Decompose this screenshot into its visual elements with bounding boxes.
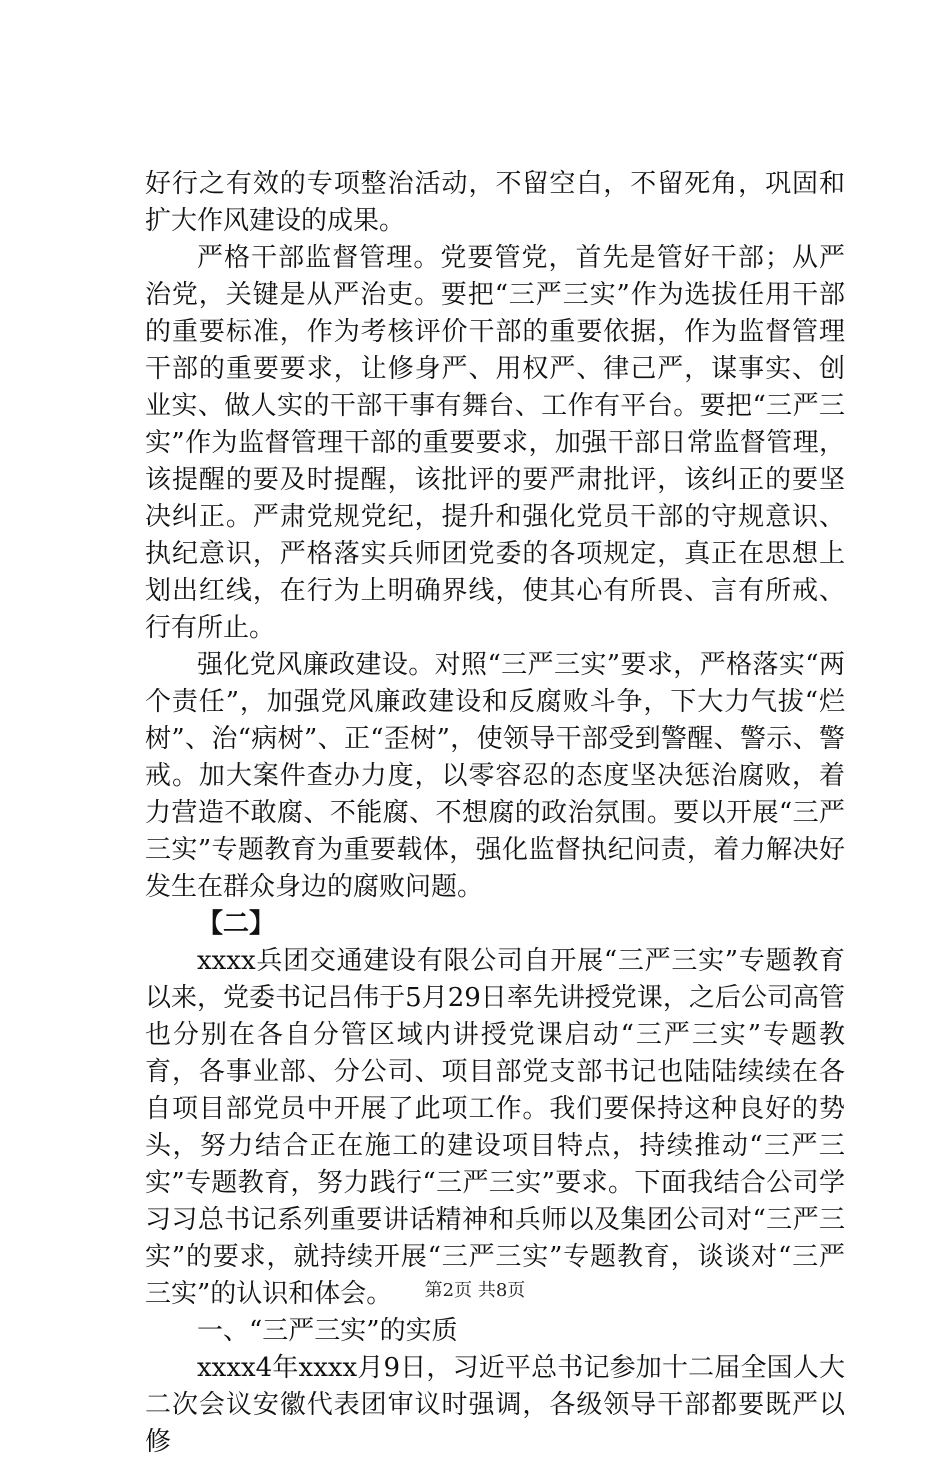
paragraph-clean-governance: 强化党风廉政建设。对照“三严三实”要求，严格落实“两个责任”，加强党风廉政建设和反腐败斗争，下大力气拔“烂树”、治“病树”、正“歪树”，使领导干部受到警醒、警示、警戒。加大案件查办力度，以零容忍的态度坚决惩治腐败，着力营造不敢腐、不能腐、不想腐的政治氛围。要以开展“三严三实”专题教育为重要载体，强化监督执纪问责，着力解决好发生在群众身边的腐败问题。 <box>145 650 845 902</box>
page-footer <box>0 1276 950 1302</box>
document-body <box>145 166 845 1461</box>
paragraph-company-education: xxxx兵团交通建设有限公司自开展“三严三实”专题教育以来，党委书记吕伟于5月29日率先讲授党课，之后公司高管也分别在各自分管区域内讲授党课启动“三严三实”专题教育，各事业部、分公司、项目部党支部书记也陆陆续续在各自项目部党员中开展了此项工作。我们要保持这种良好的势头，努力结合正在施工的建设项目特点，持续推动“三严三实”专题教育，努力践行“三严三实”要求。下面我结合公司学习习总书记系列重要讲话精神和兵师以及集团公司对“三严三实”的要求，就持续开展“三严三实”专题教育，谈谈对“三严三实”的认识和体会。 <box>145 946 845 1309</box>
subheading-essence: 一、“三严三实”的实质 <box>197 1316 458 1346</box>
paragraph-continuation: 好行之有效的专项整治活动，不留空白，不留死角，巩固和扩大作风建设的成果。 <box>145 169 845 236</box>
page-number-label: 第2页 共8页 <box>424 1280 526 1301</box>
section-heading-two: 【二】 <box>197 909 276 939</box>
paragraph-xi-speech: xxxx4年xxxx月9日，习近平总书记参加十二届全国人大二次会议安徽代表团审议时强调，各级领导干部都要既严以修 <box>145 1353 845 1457</box>
paragraph-cadre-supervision: 严格干部监督管理。党要管党，首先是管好干部；从严治党，关键是从严治吏。要把“三严三实”作为选拔任用干部的重要标准，作为考核评价干部的重要依据，作为监督管理干部的重要要求，让修身严、用权严、律己严，谋事实、创业实、做人实的干部干事有舞台、工作有平台。要把“三严三实”作为监督管理干部的重要要求，加强干部日常监督管理，该提醒的要及时提醒，该批评的要严肃批评，该纠正的要坚决纠正。严肃党规党纪，提升和强化党员干部的守规意识、执纪意识，严格落实兵师团党委的各项规定，真正在思想上划出红线，在行为上明确界线，使其心有所畏、言有所戒、行有所止。 <box>145 243 845 643</box>
